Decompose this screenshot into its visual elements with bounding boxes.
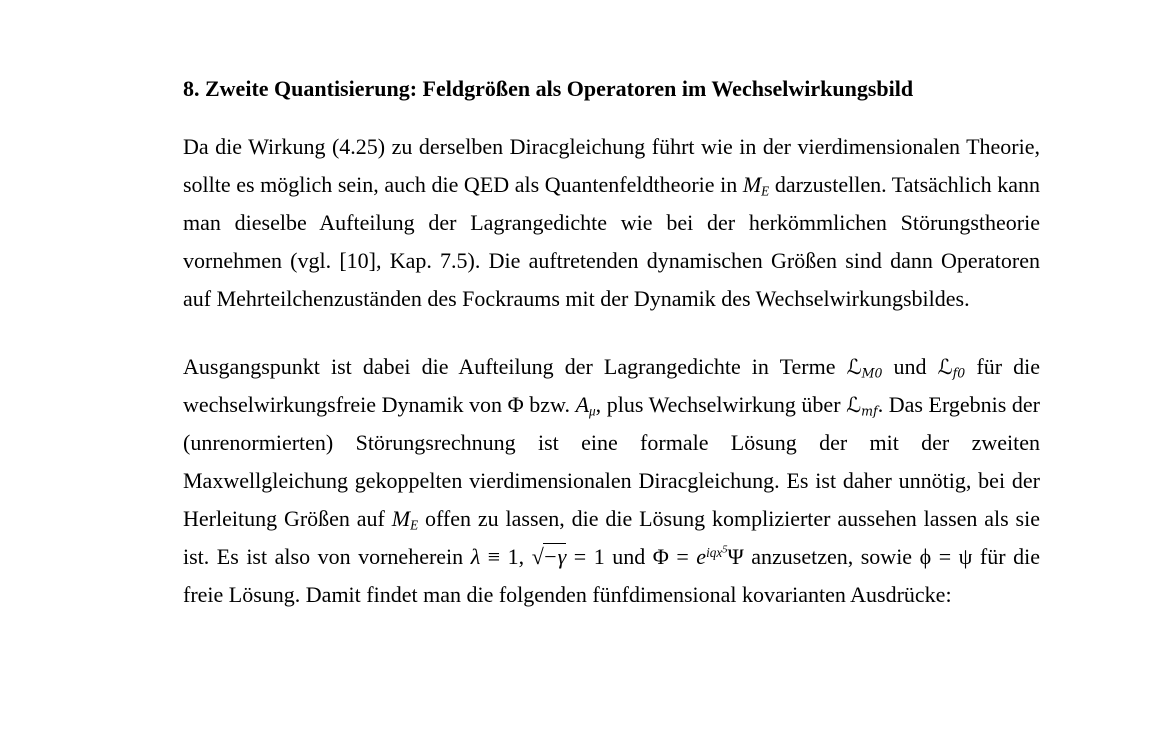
text-run: anzusetzen, sowie [743,544,920,569]
body-text [183,128,1040,614]
text-run: Da die Wirkung (4.25) zu derselben Diracgleichung führt wie in der vierdimensionalen Theorie, sollte es möglich sein, auch die QED als Quantenfeldtheorie in [183,134,1040,197]
math-Psi: Ψ [727,544,744,569]
math-A-mu: $A_\mu$ [575,392,596,419]
text-run: und [882,354,938,379]
text-run: Ausgangspunkt ist dabei die Aufteilung der Lagrangedichte in Terme [183,354,847,379]
math-lagrangian-M0: ℒ$_{M0}$ [846,355,883,381]
text-run: , plus Wechselwirkung über [595,392,847,417]
math-phi: ϕ [919,544,932,569]
text-run: = 1 und Φ = [566,544,697,569]
section-heading: 8. Zweite Quantisierung: Feldgrößen als Operatoren im Wechselwirkungsbild [183,76,914,101]
paragraph [183,348,1040,614]
math-sqrt-radical: √ [531,544,543,569]
math-lagrangian-f0: ℒ$_{f0}$ [937,355,966,381]
text-run: darzustellen. Tatsächlich kann man dieselbe Aufteilung der Lagrangedichte wie bei der herkömmlichen Störungstheorie vornehmen (vgl. [10], Kap. 7.5). Die auftretenden dynamischen Größen sind dann Operatoren auf Mehrteilchenzuständen des Fockraums mit der Dynamik des Wechselwirkungsbildes. [183,172,1040,311]
paragraph [183,128,1040,318]
text-run: = ψ für die freie Lösung. Damit findet man die folgenden fünfdimensional kovarianten Ausdrücke: [183,544,1040,607]
document-page [183,70,1040,614]
math-exponential: $e^{iqx^5}$ [696,544,728,569]
math-lagrangian-mf: ℒ$_{mf}$ [846,393,878,419]
text-run: . Das Ergebnis der (unrenormierten) Störungsrechnung ist eine formale Lösung der mit der zweiten Maxwellgleichung gekoppelten vierdimensionalen Diracgleichung. Es ist daher unnötig, bei der Herleitung Größen auf [183,392,1041,531]
text-run: ≡ 1, [480,544,532,569]
math-M-E: $M_E$ [742,172,770,199]
text-run: für die wechselwirkungsfreie Dynamik von Φ bzw. [183,354,1041,417]
math-lambda: λ [470,544,481,569]
math-M-E: $M_E$ [391,506,419,533]
text-run: offen zu lassen, die die Lösung komplizierter aussehen lassen als sie ist. Es ist also von vorneherein [183,506,1040,569]
math-minus-gamma: −γ [542,544,567,569]
